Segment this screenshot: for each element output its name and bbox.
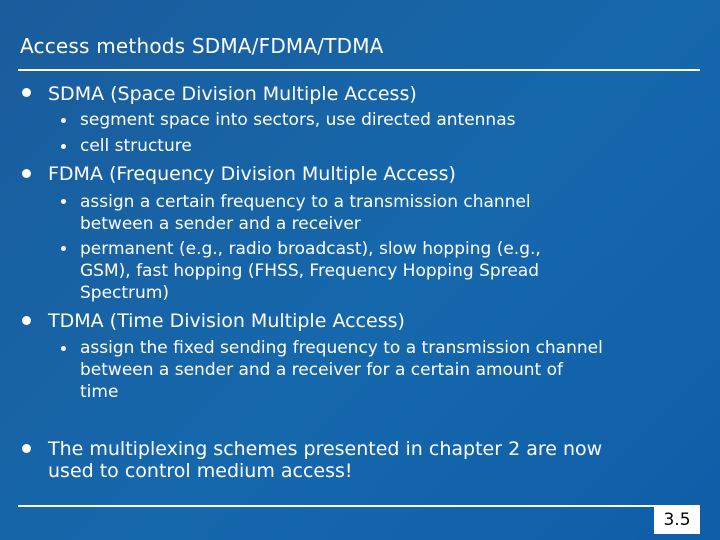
sdma-point-2: cell structure — [80, 136, 192, 156]
section-heading-tdma: TDMA (Time Division Multiple Access) — [48, 310, 405, 332]
slide-title: Access methods SDMA/FDMA/TDMA — [20, 34, 384, 58]
tdma-point-1 — [80, 337, 705, 403]
text-line: between a sender and a receiver — [80, 214, 361, 234]
bullet-icon — [22, 88, 31, 97]
bullet-icon — [22, 169, 31, 178]
text-line: permanent (e.g., radio broadcast), slow hopping (e.g., — [80, 239, 541, 259]
text-line: assign a certain frequency to a transmission channel — [80, 192, 531, 212]
fdma-point-1 — [80, 191, 705, 235]
sub-bullet-icon — [61, 144, 66, 149]
text-line: used to control medium access! — [48, 460, 353, 482]
sub-bullet-icon — [61, 199, 66, 204]
closing-note — [48, 438, 602, 482]
sub-bullet-icon — [61, 118, 66, 123]
bullet-icon — [22, 316, 31, 325]
text-line: between a sender and a receiver for a certain amount of — [80, 360, 563, 380]
sub-bullet-icon — [61, 346, 66, 351]
text-line: time — [80, 382, 119, 402]
section-heading-sdma: SDMA (Space Division Multiple Access) — [48, 83, 417, 105]
sub-bullet-icon — [61, 246, 66, 251]
title-divider — [18, 69, 700, 71]
text-line: assign the fixed sending frequency to a transmission channel — [80, 338, 603, 358]
text-line: Spectrum) — [80, 283, 170, 303]
section-heading-fdma: FDMA (Frequency Division Multiple Access) — [48, 163, 456, 185]
text-line: The multiplexing schemes presented in chapter 2 are now — [48, 438, 603, 460]
text-line: GSM), fast hopping (FHSS, Frequency Hopping Spread — [80, 261, 539, 281]
sdma-point-1: segment space into sectors, use directed antennas — [80, 110, 516, 130]
footer-divider — [18, 505, 700, 507]
fdma-point-2 — [80, 238, 705, 304]
page-number: 3.5 — [654, 506, 700, 534]
bullet-icon — [22, 444, 31, 453]
